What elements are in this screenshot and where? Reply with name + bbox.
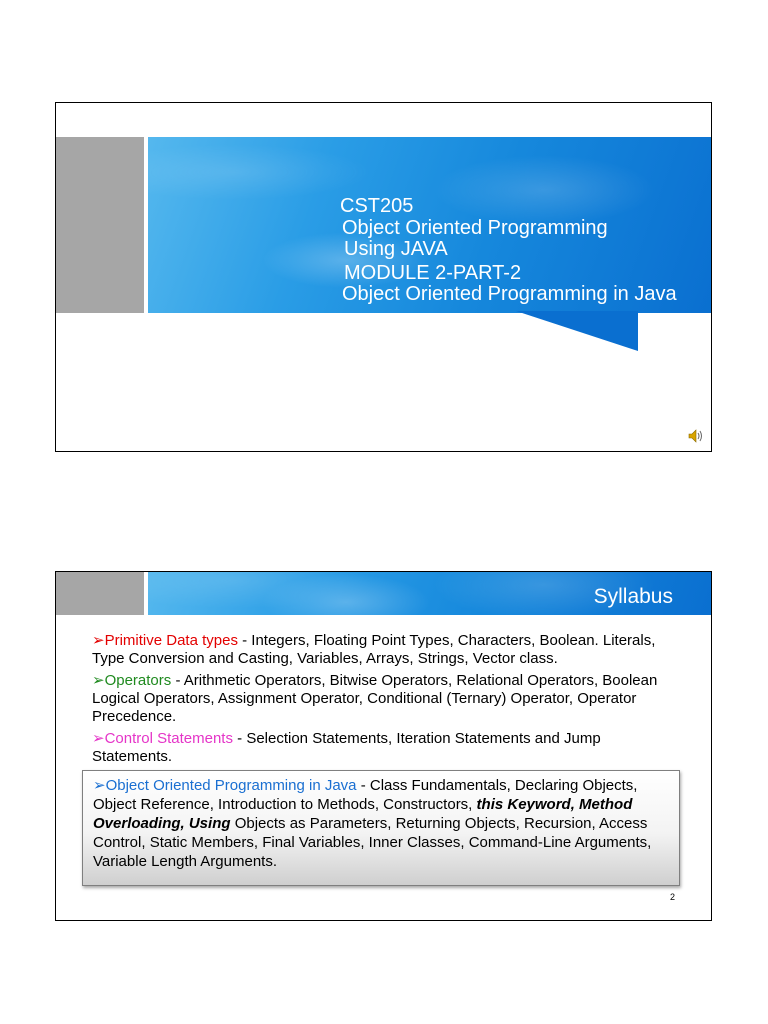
course-code: CST205 xyxy=(340,195,414,217)
bullet-arrow-icon: ➢ xyxy=(92,730,105,747)
topic-details-part-2: Objects as Parameters, Returning Objects, Recursion, Access Control, Static Members, Final Variables, Inner Classes, Command-Line Arguments, Variable Length Arguments. xyxy=(93,815,652,870)
callout-tail xyxy=(516,311,638,351)
topic-heading: Control Statements xyxy=(104,730,233,747)
topic-heading: Primitive Data types xyxy=(104,632,238,649)
gray-accent-block xyxy=(56,572,144,615)
list-item xyxy=(92,730,672,766)
slide-title: Syllabus xyxy=(593,585,673,608)
list-item xyxy=(92,632,672,668)
bullet-arrow-icon: ➢ xyxy=(92,672,105,689)
gray-accent-block xyxy=(56,137,144,313)
topic-details: - Arithmetic Operators, Bitwise Operators, Relational Operators, Boolean Logical Operators, Assignment Operator, Conditional (Ternary) Operator, Operator Precedence. xyxy=(92,672,658,725)
topic-heading: Operators xyxy=(104,672,172,689)
course-title-line-2: Using JAVA xyxy=(344,238,448,260)
highlighted-topic-box xyxy=(82,770,680,886)
module-topic: Object Oriented Programming in Java xyxy=(342,283,677,305)
syllabus-slide xyxy=(55,571,712,921)
topic-details-emphasis: this Keyword, Method Overloading, Using xyxy=(93,796,633,832)
topic-details: - Integers, Floating Point Types, Characters, Boolean. Literals, Type Conversion and Casting, Variables, Arrays, Strings, Vector class. xyxy=(92,632,656,667)
page-number: 2 xyxy=(669,892,675,902)
module-label: MODULE 2-PART-2 xyxy=(344,262,522,284)
bullet-arrow-icon: ➢ xyxy=(93,777,106,794)
course-title-line-1: Object Oriented Programming xyxy=(342,217,608,239)
topic-heading: Object Oriented Programming in Java xyxy=(105,777,357,794)
speaker-icon[interactable] xyxy=(688,428,704,444)
list-item xyxy=(92,672,672,726)
topic-details-part-1: - Class Fundamentals, Declaring Objects, Object Reference, Introduction to Methods, Constructors, xyxy=(93,777,638,813)
topic-details: - Selection Statements, Iteration Statements and Jump Statements. xyxy=(92,730,601,765)
bullet-arrow-icon: ➢ xyxy=(92,632,105,649)
title-slide xyxy=(55,102,712,452)
syllabus-list xyxy=(92,632,672,770)
